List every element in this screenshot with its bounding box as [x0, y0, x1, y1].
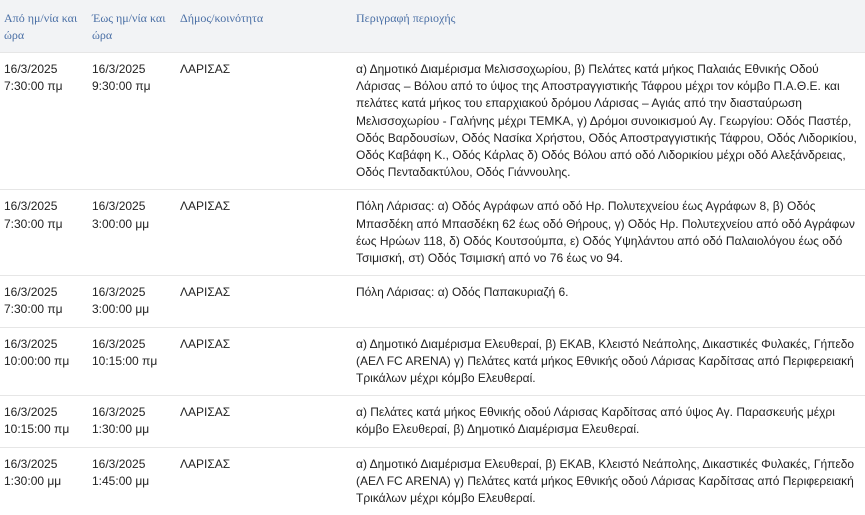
- table-row: [0, 190, 865, 276]
- cell-from: 16/3/2025 10:00:00 πμ: [0, 327, 88, 396]
- cell-to: 16/3/2025 3:00:00 μμ: [88, 276, 176, 327]
- cell-to: 16/3/2025 1:45:00 μμ: [88, 447, 176, 515]
- cell-description: α) Πελάτες κατά μήκος Εθνικής οδού Λάρισας Καρδίτσας από ύψος Αγ. Παρασκευής μέχρι κόμβο Ελευθεραί, β) Δημοτικό Διαμέρισμα Ελευθεραί.: [352, 396, 865, 447]
- cell-municipality: ΛΑΡΙΣΑΣ: [176, 53, 352, 190]
- cell-from: 16/3/2025 7:30:00 πμ: [0, 276, 88, 327]
- cell-description: α) Δημοτικό Διαμέρισμα Ελευθεραί, β) ΕΚΑΒ, Κλειστό Νεάπολης, Δικαστικές Φυλακές, Γήπεδο (ΑΕΛ FC ARENA) γ) Πελάτες κατά μήκος Εθνικής οδού Λάρισας Καρδίτσας από Περιφερειακή Τρικάλων μέχρι κόμβο Ελευθεραί.: [352, 447, 865, 515]
- cell-municipality: ΛΑΡΙΣΑΣ: [176, 396, 352, 447]
- cell-municipality: ΛΑΡΙΣΑΣ: [176, 276, 352, 327]
- cell-description: α) Δημοτικό Διαμέρισμα Ελευθεραί, β) ΕΚΑΒ, Κλειστό Νεάπολης, Δικαστικές Φυλακές, Γήπεδο (ΑΕΛ FC ARENA) γ) Πελάτες κατά μήκος Εθνικής οδού Λάρισας Καρδίτσας από Περιφερειακή Τρικάλων μέχρι κόμβο Ελευθεραί.: [352, 327, 865, 396]
- cell-description: α) Δημοτικό Διαμέρισμα Μελισσοχωρίου, β) Πελάτες κατά μήκος Παλαιάς Εθνικής Οδού Λάρισας – Βόλου από το ύψος της Αποστραγγιστικής Τάφρου μέχρι τον κόμβο Π.Α.Θ.Ε. και πελάτες κατά μήκος του επαρχιακού δρόμου Λάρισας – Αγιάς από την διασταύρωση Μελισσοχωρίου - Γαλήνης μέχρι ΤΕΜΚΑ, γ) Δρόμοι συνοικισμού Αγ. Γεωργίου: Οδός Παστέρ, Οδός Βαρδουσίων, Οδός Νασίκα Χρήστου, Οδός Αποστραγγιστικής Τάφρου, Οδός Λιδορικίου, Οδός Καβάφη Κ., Οδός Κάρλας δ) Οδός Βόλου από οδό Λιδορικίου μέχρι οδό Αλεξάνδρειας, Οδός Πενταδακτύλου, Οδός Γιάννουλης.: [352, 53, 865, 190]
- table-row: [0, 447, 865, 515]
- header-municipality[interactable]: Δήμος/κοινότητα: [176, 0, 352, 53]
- cell-to: 16/3/2025 3:00:00 μμ: [88, 190, 176, 276]
- cell-from: 16/3/2025 7:30:00 πμ: [0, 190, 88, 276]
- cell-municipality: ΛΑΡΙΣΑΣ: [176, 327, 352, 396]
- header-to[interactable]: Έως ημ/νία και ώρα: [88, 0, 176, 53]
- cell-description: Πόλη Λάρισας: α) Οδός Αγράφων από οδό Ηρ. Πολυτεχνείου έως Αγράφων 8, β) Οδός Μπασδέκη από Μπασδέκη 62 έως οδό Θήρους, γ) Οδός Ηρ. Πολυτεχνείου από οδό Αγράφων έως Ηρώων 118, δ) Οδός Κουτσούμπα, ε) Οδός Υψηλάντου από οδό Παλαιολόγου έως οδό Τσιμισκή, στ) Οδός Τσιμισκή από νο 76 έως νο 94.: [352, 190, 865, 276]
- table-row: [0, 396, 865, 447]
- table-row: [0, 276, 865, 327]
- cell-from: 16/3/2025 10:15:00 πμ: [0, 396, 88, 447]
- cell-to: 16/3/2025 9:30:00 πμ: [88, 53, 176, 190]
- table-header-row: [0, 0, 865, 53]
- cell-from: 16/3/2025 1:30:00 μμ: [0, 447, 88, 515]
- cell-description: Πόλη Λάρισας: α) Οδός Παπακυριαζή 6.: [352, 276, 865, 327]
- cell-from: 16/3/2025 7:30:00 πμ: [0, 53, 88, 190]
- header-from[interactable]: Από ημ/νία και ώρα: [0, 0, 88, 53]
- cell-to: 16/3/2025 10:15:00 πμ: [88, 327, 176, 396]
- table-row: [0, 53, 865, 190]
- cell-to: 16/3/2025 1:30:00 μμ: [88, 396, 176, 447]
- table-row: [0, 327, 865, 396]
- cell-municipality: ΛΑΡΙΣΑΣ: [176, 447, 352, 515]
- header-description[interactable]: Περιγραφή περιοχής: [352, 0, 865, 53]
- cell-municipality: ΛΑΡΙΣΑΣ: [176, 190, 352, 276]
